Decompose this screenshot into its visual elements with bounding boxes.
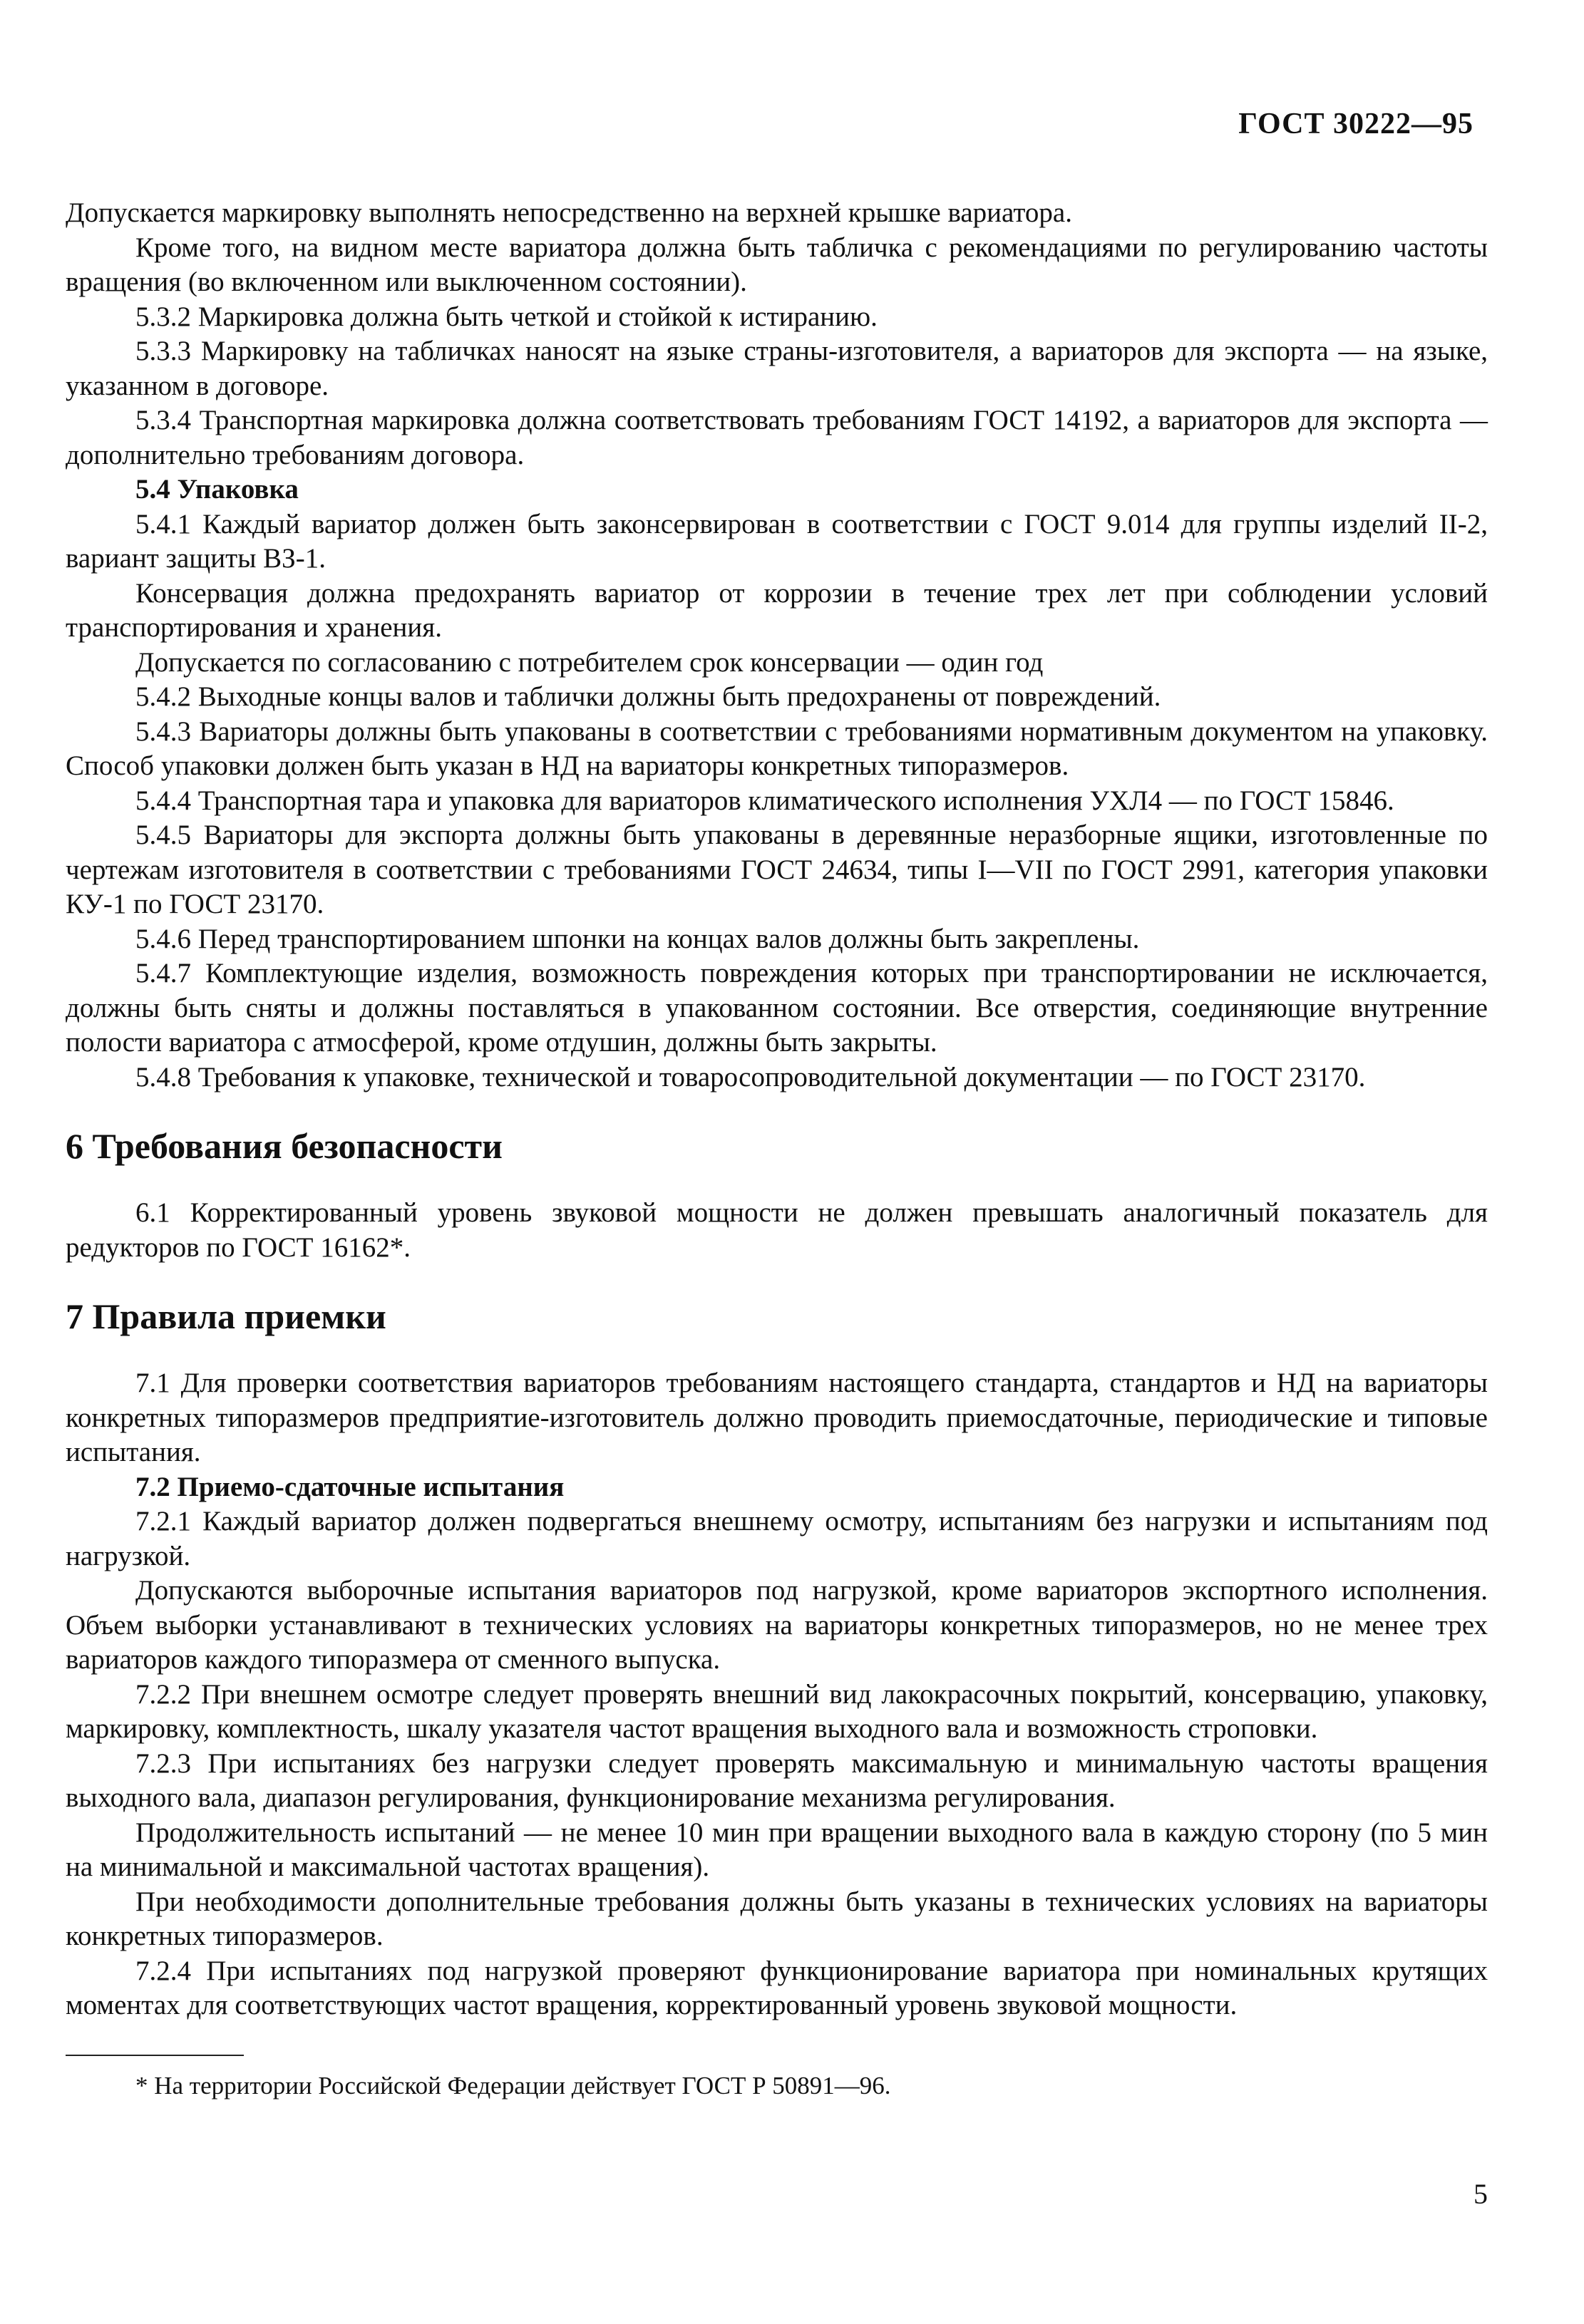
footnote: * На территории Российской Федерации действует ГОСТ Р 50891—96.	[135, 2071, 891, 2100]
paragraph: 6.1 Корректированный уровень звуковой мощности не должен превышать аналогичный показатель для редукторов по ГОСТ 16162*.	[66, 1197, 1488, 1263]
paragraph: 5.3.2 Маркировка должна быть четкой и стойкой к истиранию.	[135, 301, 878, 332]
paragraph: 7.1 Для проверки соответствия вариаторов требованиям настоящего стандарта, стандартов и НД на вариаторы конкретных типоразмеров предприятие-изготовитель должно проводить приемосдаточные, периодические и типовые испытания.	[66, 1368, 1488, 1467]
paragraph: Кроме того, на видном месте вариатора должна быть табличка с рекомендациями по регулированию частоты вращения (во включенном или выключенном состоянии).	[66, 232, 1488, 297]
subheading-acceptance-tests: 7.2 Приемо-сдаточные испытания	[135, 1471, 565, 1502]
document-header: ГОСТ 30222—95	[1238, 108, 1474, 140]
document-body	[66, 196, 1488, 2102]
paragraph: Допускается по согласованию с потребителем срок консервации — один год	[135, 646, 1044, 678]
paragraph: Допускаются выборочные испытания вариаторов под нагрузкой, кроме вариаторов экспортного исполнения. Объем выборки устанавливают в технических условиях на вариаторы конкретных типоразмеров, но не менее трех вариаторов каждого типоразмера от сменного выпуска.	[66, 1575, 1488, 1675]
footnote-divider	[66, 2055, 244, 2056]
paragraph: 7.2.2 При внешнем осмотре следует проверять внешний вид лакокрасочных покрытий, консервацию, упаковку, маркировку, комплектность, шкалу указателя частот вращения выходного вала и возможность строповки.	[66, 1678, 1488, 1744]
paragraph: 7.2.3 При испытаниях без нагрузки следует проверять максимальную и минимальную частоты вращения выходного вала, диапазон регулирования, функционирование механизма регулирования.	[66, 1747, 1488, 1813]
paragraph: 5.4.7 Комплектующие изделия, возможность повреждения которых при транспортировании не исключается, должны быть сняты и должны поставляться в упакованном состоянии. Все отверстия, соединяющие внутренние полости вариатора с атмосферой, кроме отдушин, должны быть закрыты.	[66, 958, 1488, 1058]
paragraph: 5.4.3 Вариаторы должны быть упакованы в соответствии с требованиями нормативным документом на упаковку. Способ упаковки должен быть указан в НД на вариаторы конкретных типоразмеров.	[66, 716, 1488, 781]
paragraph: 5.4.2 Выходные концы валов и таблички должны быть предохранены от повреждений.	[135, 681, 1161, 712]
paragraph: 5.4.1 Каждый вариатор должен быть законсервирован в соответствии с ГОСТ 9.014 для группы изделий II-2, вариант защиты ВЗ-1.	[66, 508, 1488, 574]
paragraph: 5.4.5 Вариаторы для экспорта должны быть упакованы в деревянные неразборные ящики, изготовленные по чертежам изготовителя в соответствии с требованиями ГОСТ 24634, типы I—VII по ГОСТ 2991, категория упаковки КУ-1 по ГОСТ 23170.	[66, 820, 1488, 919]
paragraph: 7.2.1 Каждый вариатор должен подвергаться внешнему осмотру, испытаниям без нагрузки и испытаниям под нагрузкой.	[66, 1506, 1488, 1571]
page-number: 5	[1474, 2178, 1488, 2210]
paragraph: При необходимости дополнительные требования должны быть указаны в технических условиях на вариаторы конкретных типоразмеров.	[66, 1886, 1488, 1951]
subheading-packaging: 5.4 Упаковка	[135, 474, 299, 505]
paragraph: Консервация должна предохранять вариатор от коррозии в течение трех лет при соблюдении условий транспортирования и хранения.	[66, 577, 1488, 643]
paragraph: 7.2.4 При испытаниях под нагрузкой проверяют функционирование вариатора при номинальных крутящих моментах для соответствующих частот вращения, корректированный уровень звуковой мощности.	[66, 1955, 1488, 2020]
paragraph: Продолжительность испытаний — не менее 10 мин при вращении выходного вала в каждую сторону (по 5 мин на минимальной и максимальной частотах вращения).	[66, 1817, 1488, 1882]
paragraph: 5.4.6 Перед транспортированием шпонки на концах валов должны быть закреплены.	[135, 923, 1140, 954]
paragraph: 5.3.3 Маркировку на табличках наносят на языке страны-изготовителя, а вариаторов для экспорта — на языке, указанном в договоре.	[66, 336, 1488, 401]
paragraph: 5.4.4 Транспортная тара и упаковка для вариаторов климатического исполнения УХЛ4 — по ГОСТ 15846.	[135, 785, 1394, 816]
paragraph: 5.4.8 Требования к упаковке, технической и товаросопроводительной документации — по ГОСТ 23170.	[135, 1061, 1366, 1093]
section-heading-acceptance: 7 Правила приемки	[66, 1296, 386, 1336]
section-heading-safety: 6 Требования безопасности	[66, 1126, 503, 1166]
paragraph: 5.3.4 Транспортная маркировка должна соответствовать требованиям ГОСТ 14192, а вариаторов для экспорта — дополнительно требованиям договора.	[66, 405, 1488, 470]
paragraph: Допускается маркировку выполнять непосредственно на верхней крышке вариатора.	[66, 197, 1072, 228]
